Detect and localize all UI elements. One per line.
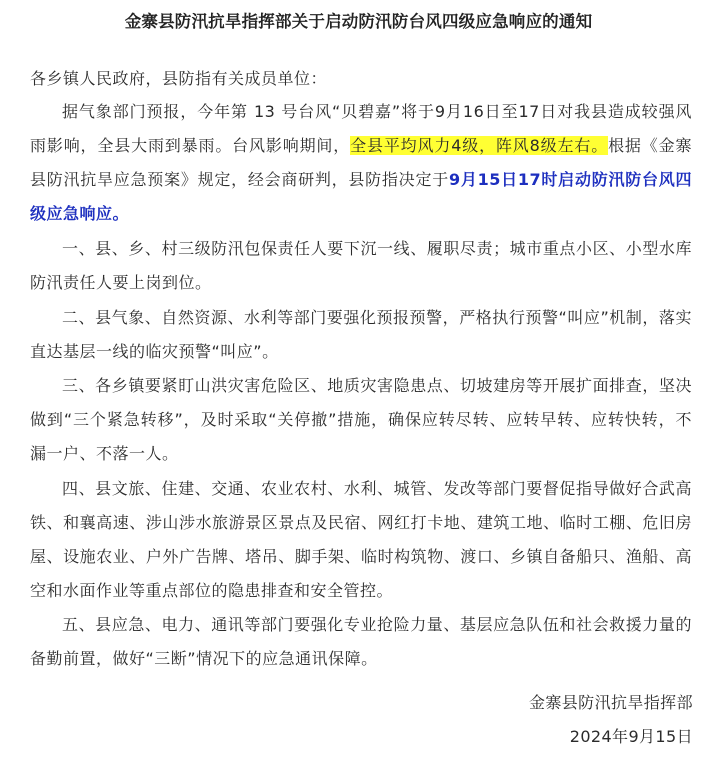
signature-organization: 金寨县防汛抗旱指挥部: [528, 693, 693, 712]
item-paragraph-5: 五、县应急、电力、通讯等部门要强化专业抢险力量、基层应急队伍和社会救援力量的备勤前置，做好“三断”情况下的应急通讯保障。: [30, 615, 692, 668]
intro-text: [30, 95, 692, 231]
wind-highlight: 全县平均风力4级，阵风8级左右。: [350, 136, 609, 155]
salutation-line: 各乡镇人民政府，县防指有关成员单位：: [30, 69, 328, 88]
item-paragraph-2: 二、县气象、自然资源、水利等部门要强化预报预警，严格执行预警“叫应”机制，落实直达基层一线的临灾预警“叫应”。: [30, 308, 692, 361]
item-paragraph-1: 一、县、乡、村三级防汛包保责任人要下沉一线、履职尽责；城市重点小区、小型水库防汛责任人要上岗到位。: [30, 239, 692, 292]
document-title: 金寨县防汛抗旱指挥部关于启动防汛防台风四级应急响应的通知: [124, 12, 593, 31]
intro-part1: 据气象部门预报，今年第 13 号台风“贝碧嘉”将于9月16日至17日对我县造成较强风雨影响，全县大雨到暴雨。台风影响期间，: [30, 102, 692, 155]
item-paragraph-4: 四、县文旅、住建、交通、农业农村、水利、城管、发改等部门要督促指导做好合武高铁、和襄高速、涉山涉水旅游景区景点及民宿、网红打卡地、建筑工地、临时工棚、危旧房屋、设施农业、户外广告牌、塔吊、脚手架、临时构筑物、渡口、乡镇自备船只、渔船、高空和水面作业等重点部位的隐患排查和安全管控。: [30, 479, 692, 600]
intro-part2: 根据《金寨县防汛抗旱应急预案》规定，经会商研判，县防指决定于: [30, 136, 692, 189]
intro-paragraph: [30, 63, 692, 231]
signature-date: 2024年9月15日: [569, 727, 693, 746]
item-paragraph-3: 三、各乡镇要紧盯山洪灾害危险区、地质灾害隐患点、切坡建房等开展扩面排查，坚决做到“三个紧急转移”，及时采取“关停撤”措施，确保应转尽转、应转早转、应转快转，不漏一户、不落一人。: [30, 376, 692, 463]
response-emphasis: 9月15日17时启动防汛防台风四级应急响应。: [30, 170, 692, 223]
